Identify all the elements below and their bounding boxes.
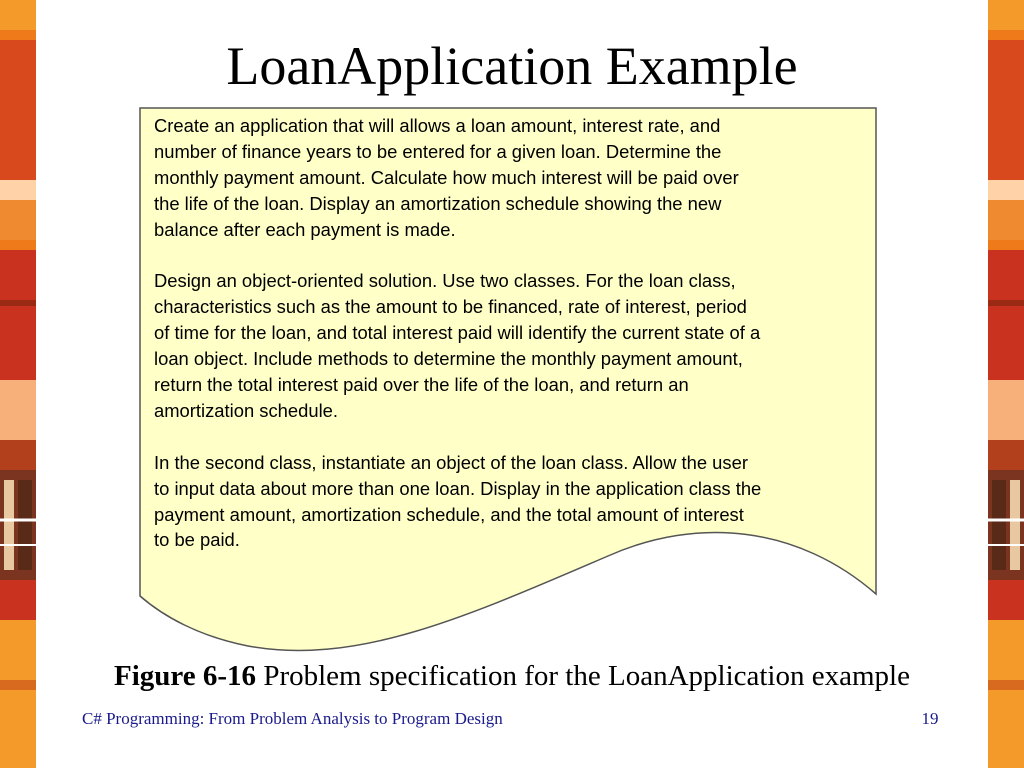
footer-course-title: C# Programming: From Problem Analysis to Program Design	[82, 709, 503, 728]
figure-label: Figure 6-16	[114, 660, 257, 692]
right-decorative-strip	[988, 0, 1024, 768]
slide-title: LoanApplication Example	[226, 36, 798, 96]
building-facade-image	[988, 0, 1024, 768]
problem-specification	[154, 113, 876, 579]
figure-caption	[36, 656, 988, 696]
spec-paragraph-2: Design an object-oriented solution. Use two classes. For the loan class, characteristics such as the amount to be financed, rate of interest, period of time for the loan, and total interest paid will identify the current state of a loan object. Include methods to determine the monthly payment amount, return the total interest paid over the life of the loan, and return an amortization schedule.	[154, 270, 761, 421]
left-decorative-strip	[0, 0, 36, 768]
building-facade-image	[0, 0, 36, 768]
figure-caption-text: Problem specification for the LoanApplication example	[256, 660, 910, 692]
footer-page-number: 19	[921, 709, 939, 728]
spec-paragraph-1: Create an application that will allows a loan amount, interest rate, and number of finance years to be entered for a given loan. Determine the monthly payment amount. Calculate how much interest will be paid over the life of the loan. Display an amortization schedule showing the new balance after each payment is made.	[154, 115, 739, 240]
spec-paragraph-3: In the second class, instantiate an object of the loan class. Allow the user to input data about more than one loan. Display in the application class the payment amount, amortization schedule, and the total amount of interest to be paid.	[154, 451, 762, 551]
